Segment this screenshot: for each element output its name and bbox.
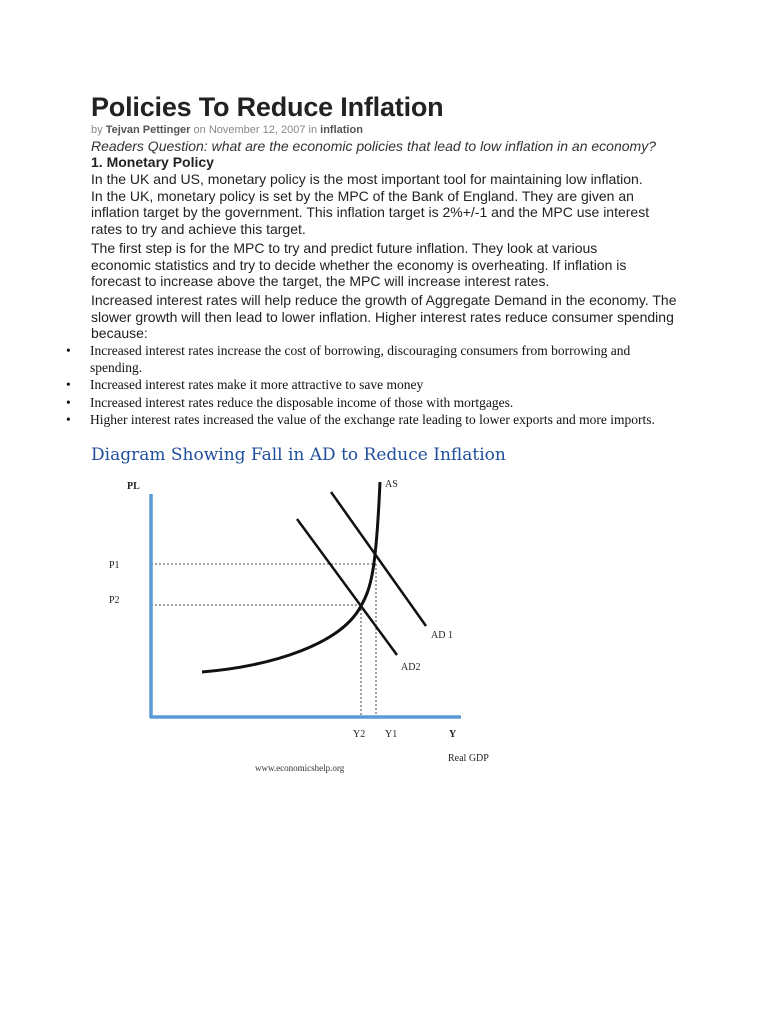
list-item-text: Higher interest rates increased the value of the exchange rate leading to lower exports and more imports. (90, 412, 655, 427)
p1-label: P1 (109, 560, 120, 571)
reader-question: Readers Question: what are the economic policies that lead to low inflation in an economy? (91, 138, 656, 154)
list-item-text: Increased interest rates make it more attractive to save money (90, 377, 424, 392)
list-item-text: Increased interest rates increase the cost of borrowing, discouraging consumers from borrowing and spending. (90, 343, 631, 375)
diagram-svg (93, 472, 511, 780)
x-axis-label: Y (449, 729, 457, 740)
bullet-dot: • (66, 412, 71, 427)
y1-label: Y1 (385, 729, 398, 740)
p2-label: P2 (109, 595, 120, 606)
ad2-curve (297, 519, 397, 655)
list-item (56, 377, 676, 394)
list-item (56, 395, 676, 412)
bullet-dot: • (66, 394, 71, 410)
paragraph-aggregate-demand: Increased interest rates will help reduce the growth of Aggregate Demand in the economy. The slower growth will then lead to lower inflation. Higher interest rates reduce consumer spending because: (91, 292, 677, 341)
as-label: AS (385, 479, 398, 490)
y2-label: Y2 (353, 729, 366, 740)
byline-by: by (91, 124, 103, 136)
paragraph-monetary-policy: In the UK and US, monetary policy is the most important tool for maintaining low inflation. In the UK, monetary policy is set by the MPC of the Bank of England. They are given an inflation target by the government. This inflation target is 2%+/-1 and the MPC use interest rates to try and achieve this target. (91, 171, 650, 237)
bullet-list (56, 343, 676, 430)
ad2-label: AD2 (401, 662, 421, 673)
author-link[interactable]: Tejvan Pettinger (105, 124, 191, 136)
bullet-dot: • (66, 377, 71, 392)
diagram-title: Diagram Showing Fall in AD to Reduce Inflation (91, 445, 506, 465)
ad-as-diagram (93, 472, 511, 780)
byline-in: in (308, 124, 318, 136)
paragraph-predict-inflation: The first step is for the MPC to try and predict future inflation. They look at various economic statistics and try to decide whether the economy is overheating. If inflation is forecast to increase above the target, the MPC will increase interest rates. (91, 240, 627, 289)
ad1-label: AD 1 (431, 630, 453, 641)
list-item (56, 412, 676, 429)
list-item-text: Increased interest rates reduce the disposable income of those with mortgages. (90, 394, 514, 410)
y-axis-label: PL (127, 481, 140, 492)
bullet-dot: • (66, 343, 71, 358)
as-curve (202, 482, 380, 672)
source-credit: www.economicshelp.org (255, 763, 345, 773)
article-byline (91, 124, 363, 136)
byline-on: on (193, 124, 206, 136)
list-item (56, 343, 676, 376)
category-link[interactable]: inflation (320, 124, 363, 136)
article-title: Policies To Reduce Inflation (91, 92, 444, 122)
section-heading: 1. Monetary Policy (91, 154, 214, 170)
publish-date: November 12, 2007 (208, 124, 306, 136)
x-axis-caption: Real GDP (448, 753, 489, 764)
